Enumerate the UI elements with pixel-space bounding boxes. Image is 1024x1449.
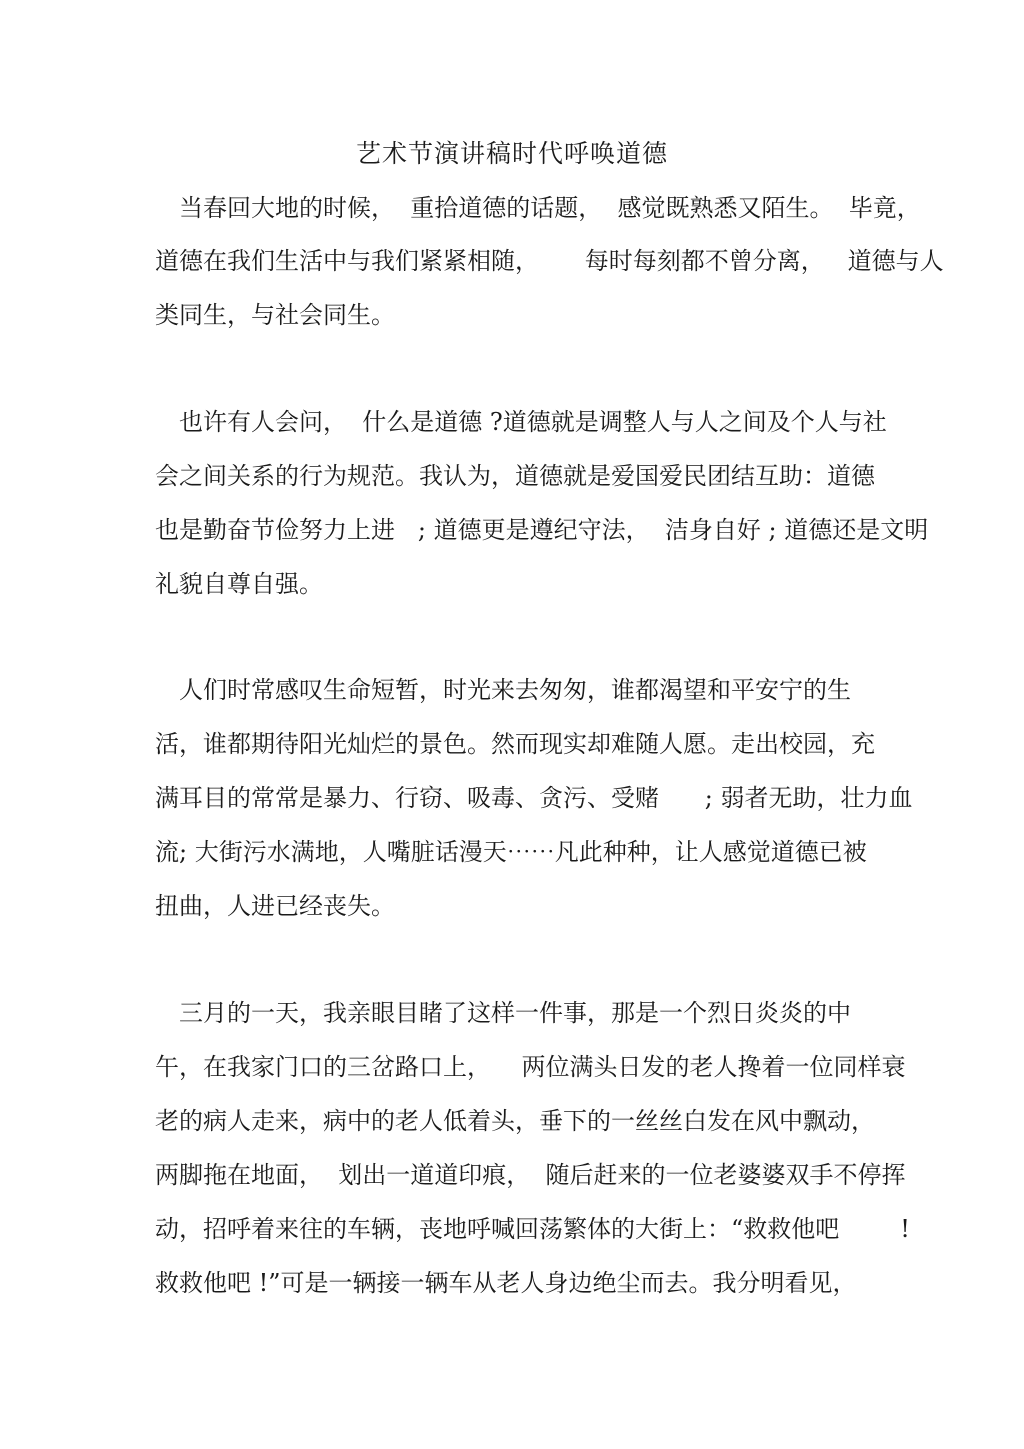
- paragraph-4-line-2: 午，在我家门口的三岔路口上， 两位满头日发的老人搀着一位同样衰: [155, 1053, 906, 1081]
- paragraph-4-line-4: 两脚拖在地面， 划出一道道印痕， 随后赶来的一位老婆婆双手不停挥: [155, 1161, 906, 1189]
- paragraph-3-line-5: 扭曲，人进已经丧失。: [155, 892, 395, 920]
- paragraph-3-line-3: 满耳目的常常是暴力、行窃、吸毒、贪污、受赌 ; 弱者无助，壮力血: [155, 784, 913, 812]
- paragraph-1-line-1: 当春回大地的时候， 重拾道德的话题， 感觉既熟悉又陌生。 毕竟，: [155, 194, 921, 222]
- paragraph-2-line-2: 会之间关系的行为规范。我认为，道德就是爱国爱民团结互助：道德: [155, 462, 875, 490]
- paragraph-3-line-1: 人们时常感叹生命短暂，时光来去匆匆，谁都渴望和平安宁的生: [155, 676, 851, 704]
- paragraph-2-line-3: 也是勤奋节俭努力上进 ; 道德更是遵纪守法， 洁身自好 ; 道德还是文明: [155, 516, 929, 544]
- document-title: 艺术节演讲稿时代呼唤道德: [355, 139, 668, 168]
- paragraph-4-line-1: 三月的一天，我亲眼目睹了这样一件事，那是一个烈日炎炎的中: [155, 999, 851, 1027]
- paragraph-1-line-2: 道德在我们生活中与我们紧紧相随， 每时每刻都不曾分离， 道德与人: [155, 247, 944, 275]
- paragraph-2-line-4: 礼貌自尊自强。: [155, 570, 323, 598]
- paragraph-4-line-3: 老的病人走来，病中的老人低着头，垂下的一丝丝白发在风中飘动，: [155, 1107, 875, 1135]
- paragraph-1-line-3: 类同生，与社会同生。: [155, 301, 395, 329]
- paragraph-3-line-2: 活，谁都期待阳光灿烂的景色。然而现实却难随人愿。走出校园，充: [155, 730, 875, 758]
- paragraph-2-line-1: 也许有人会问， 什么是道德 ?道德就是调整人与人之间及个人与社: [155, 408, 887, 436]
- paragraph-4-line-5: 动，招呼着来往的车辆，丧地呼喊回荡繁体的大街上：“救救他吧 !: [155, 1215, 910, 1243]
- paragraph-4-line-6: 救救他吧 !”可是一辆接一辆车从老人身边绝尘而去。我分明看见，: [155, 1269, 857, 1297]
- paragraph-3-line-4: 流; 大街污水满地，人嘴脏话漫天⋯⋯凡此种种，让人感觉道德已被: [155, 838, 867, 866]
